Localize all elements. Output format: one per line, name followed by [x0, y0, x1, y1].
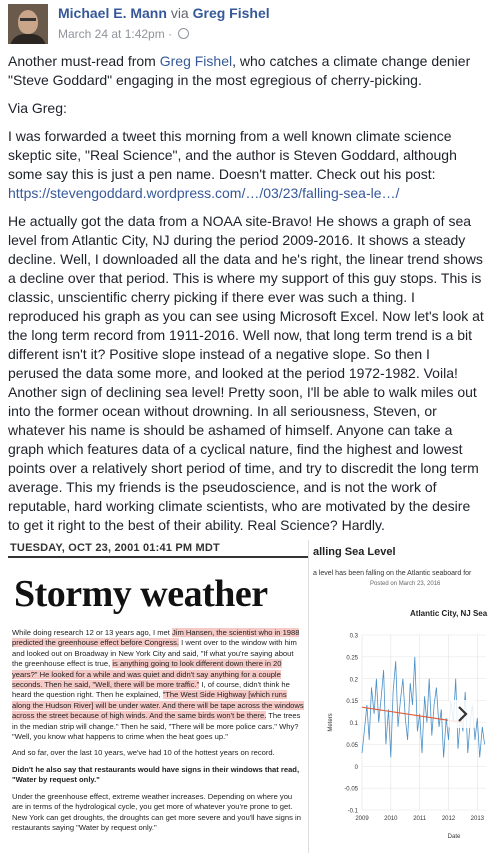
y-tick-label: 0.05: [346, 742, 358, 749]
avatar-glasses: [20, 18, 36, 21]
avatar-face: [18, 10, 38, 34]
article-highlight-2: is anything going to look different down there in 20 years?" He looked for a while and was quiet and didn't say anything for a couple seconds. Then he said, "Well, there will be more traffic.": [12, 659, 282, 690]
y-tick-label: 0.2: [349, 677, 358, 684]
blog-subtitle: a level has been falling on the Atlantic seaboard for: [313, 570, 472, 577]
article-p4: Under the greenhouse effect, extreme weather increases. Depending on where you are in terms of the hydrological cycle, you get more of whatever you're prone to get. New York can get droughts, the droughts can get more severe and you'll have signs in restaurants saying "Water by request only.": [12, 791, 301, 832]
y-tick-label: -0.1: [347, 808, 358, 815]
article-p1-b: I went over to the window with him and looked out on Broadway in New York City and said, "If what you're saying about the greenhouse effect is true,: [12, 638, 297, 669]
blog-chart-image[interactable]: [310, 540, 491, 853]
article-rule: [8, 556, 308, 558]
article-p1-c: I, of course, didn't think he heard the question right. Then he explained,: [12, 680, 290, 700]
x-tick-label: 2013: [470, 816, 485, 822]
x-tick-label: 2010: [384, 816, 398, 822]
intro-text-b: , who catches a climate change denier "Steve Goddard" engaging in the most egregious of cherry-picking.: [8, 53, 471, 88]
y-tick-label: 0.25: [346, 655, 358, 662]
blog-posted: Posted on March 23, 2016: [370, 581, 441, 587]
article-body: [12, 628, 304, 833]
chevron-right-icon: [448, 700, 476, 728]
article-highlight-3: "The West Side Highway [which runs along the Hudson River] will be under water. And there will be tape across the windows across the street because of high winds. And the same birds won't be there.: [12, 690, 304, 721]
x-tick-label: 2012: [441, 816, 456, 822]
author-name-link[interactable]: Michael E. Mann: [58, 5, 167, 21]
chart-title: Atlantic City, NJ Sea: [410, 609, 488, 618]
blog-title: alling Sea Level: [313, 546, 396, 558]
post-body: [8, 52, 484, 544]
via-text: via: [170, 5, 189, 21]
avatar[interactable]: [8, 4, 48, 44]
shared-from-link[interactable]: Greg Fishel: [192, 5, 270, 21]
intro-paragraph: [8, 52, 484, 90]
forwarded-text: I was forwarded a tweet this morning from a well known climate science skeptic site, "Real Science", and the author is Steven Goddard, although some say this is just a pen name. Doesn't matter. Check out his post:: [8, 128, 457, 182]
forwarded-paragraph: [8, 127, 484, 203]
greg-fishel-link[interactable]: Greg Fishel: [159, 53, 233, 69]
y-tick-label: 0: [354, 764, 358, 771]
x-tick-label: 2011: [413, 816, 427, 822]
article-p1: [12, 628, 304, 742]
goddard-post-link[interactable]: https://stevengoddard.wordpress.com/…/03/23/falling-sea-le…/: [8, 185, 400, 201]
y-tick-label: 0.15: [346, 699, 358, 706]
y-axis-label: Meters: [328, 713, 334, 732]
article-p2: And so far, over the last 10 years, we've had 10 of the hottest years on record.: [12, 748, 275, 758]
via-greg-paragraph: Via Greg:: [8, 100, 67, 116]
meta-separator: ·: [168, 27, 173, 41]
analysis-paragraph: He actually got the data from a NOAA site-Bravo! He shows a graph of sea level from Atlantic City, NJ during the period 2009-2016. It shows a steady decline. Well, I downloaded all the data and he's right, the linear trend shows a decline over that period. This is where my support of this guy stops. This is classic, unscientific cherry picking if there ever was such a thing. I reproduced his graph as you can see using Microsoft Excel. Now let's look at the long term record from 1911-2016. Well now, that long term trend is a bit different isn't it? Positive slope instead of a negative slope. So then I perused the data some more, and looked at the period 1972-1982. Voila! Another sign of declining sea level! Pretty soon, I'll be able to walk miles out into the former ocean without drowning. In all seriousness, Steven, or whatever his name is should be ashamed of himself. Anyone can take a graph which features data of a cyclical nature, find the highest and lowest points over a relatively short period of time, and try to discredit the long term average. This my friends is the pseudoscience, and is not the work of reputable, hard working climate scientists, who are motivated by the desire to get it right to the best of their ability. Real Science? Hardly.: [8, 213, 484, 533]
y-tick-label: 0.3: [349, 633, 358, 640]
article-dateline: TUESDAY, OCT 23, 2001 01:41 PM MDT: [10, 542, 220, 554]
avatar-shirt: [10, 34, 46, 44]
article-p1-a: While doing research 12 or 13 years ago, I met: [12, 628, 172, 637]
x-axis-label: Date: [447, 834, 461, 840]
article-headline: Stormy weather: [14, 573, 268, 615]
intro-text-a: Another must-read from: [8, 53, 160, 69]
article-p1-d: The trees in the median strip will change." Then he said, "There will be more police cars." Why? "Well, you know what happens to crime when the heat goes up.": [12, 711, 301, 742]
timestamp-link[interactable]: March 24 at 1:42pm: [58, 27, 165, 41]
x-tick-label: 2009: [355, 816, 369, 822]
article-image[interactable]: [8, 540, 309, 853]
y-tick-label: -0.05: [344, 786, 358, 793]
y-tick-label: 0.1: [349, 721, 358, 727]
article-highlight-1: Jim Hansen, the scientist who in 1988 predicted the greenhouse effect before Congress.: [12, 628, 300, 648]
post-meta: [58, 27, 189, 41]
article-p3: Didn't he also say that restaurants would have signs in their windows that read, "Water by request only.": [12, 764, 300, 785]
sea-level-chart: [310, 540, 491, 853]
author-line: [58, 5, 270, 21]
next-image-button[interactable]: [448, 700, 476, 728]
globe-icon: [178, 28, 189, 39]
